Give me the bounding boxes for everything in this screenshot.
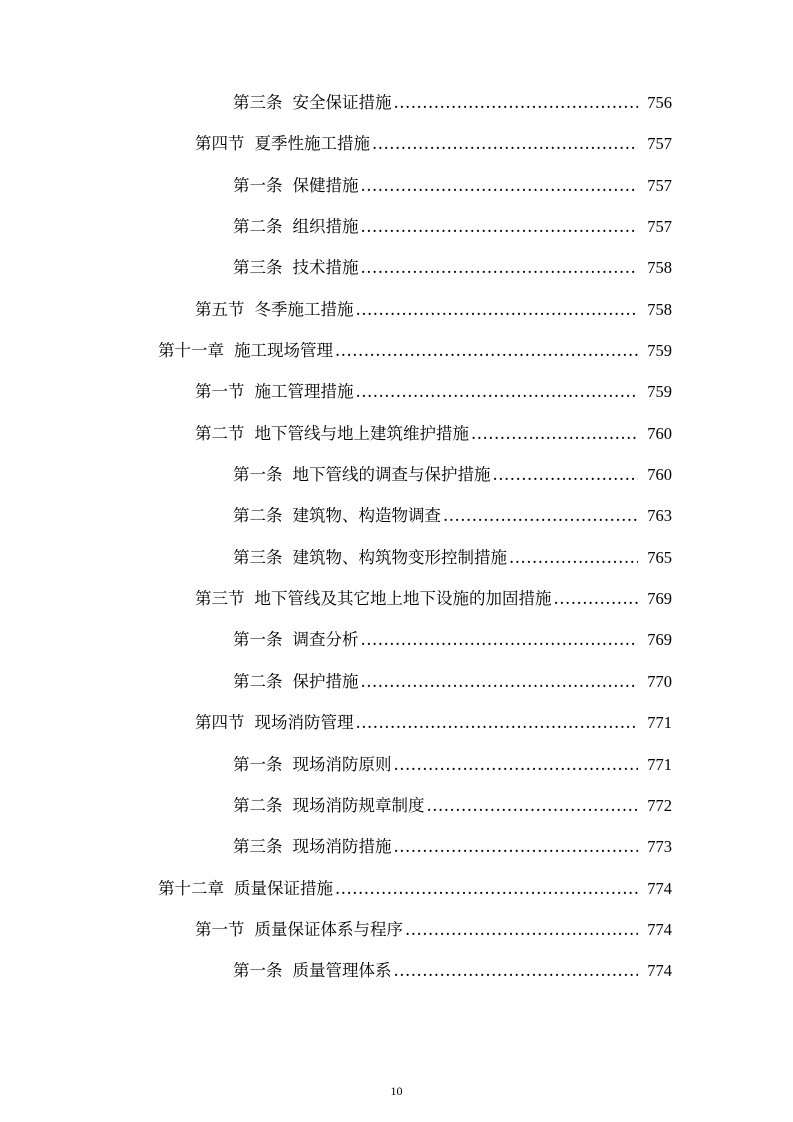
toc-entry-title: 建筑物、构造物调查 [292,506,441,526]
toc-entry[interactable] [0,89,793,130]
toc-entry-title: 夏季性施工措施 [254,134,370,154]
toc-entry[interactable] [0,461,793,502]
dot-leader [509,548,638,567]
dot-leader [361,672,639,691]
toc-entry-page: 759 [647,382,672,402]
toc-entry-page: 774 [647,878,672,898]
toc-entry-number: 第三条 [233,258,283,278]
toc-entry-title: 调查分析 [292,630,359,650]
dot-leader [443,506,638,525]
dot-leader [361,176,639,195]
toc-entry-page: 771 [647,713,672,733]
dot-leader [554,589,639,608]
toc-entry-title: 保健措施 [292,175,359,195]
dot-leader [356,713,639,732]
toc-entry-page: 774 [647,961,672,981]
toc-entry-number: 第一节 [195,919,245,939]
dot-leader [356,300,639,319]
toc-entry-number: 第三条 [233,93,283,112]
toc-entry-page: 763 [647,506,672,526]
toc-entry-number: 第二条 [233,217,283,237]
dot-leader [405,920,638,939]
toc-entry-page: 773 [647,837,672,857]
toc-entry-page: 772 [647,795,672,815]
toc-entry[interactable] [0,130,793,171]
toc-entry-title: 地下管线及其它地上地下设施的加固措施 [254,589,552,609]
toc-entry-title: 组织措施 [292,217,359,237]
toc-entry-number: 第二条 [233,671,283,691]
toc-entry-title: 现场消防管理 [254,713,354,733]
dot-leader [335,341,638,360]
toc-entry[interactable] [0,709,793,750]
toc-entry-page: 759 [647,341,672,361]
dot-leader [372,134,638,153]
toc-entry-page: 771 [647,754,672,774]
dot-leader [394,755,639,774]
toc-entry[interactable] [0,626,793,667]
page-number: 10 [390,1084,403,1098]
toc-entry-title: 地下管线与地上建筑维护措施 [254,423,469,443]
toc-entry-page: 757 [647,134,672,154]
toc-entry-page: 758 [647,258,672,278]
toc-entry-number: 第一条 [233,630,283,650]
toc-entry-title: 冬季施工措施 [254,299,354,319]
dot-leader [493,465,639,484]
toc-entry[interactable] [0,420,793,461]
toc-entry-number: 第一条 [233,961,283,981]
toc-entry[interactable] [0,585,793,626]
toc-entry-page: 769 [647,630,672,650]
toc-entry-title: 现场消防措施 [292,837,392,857]
toc-entry[interactable] [0,916,793,957]
toc-entry-number: 第十一章 [158,341,224,361]
dot-leader [356,382,639,401]
toc-entry[interactable] [0,337,793,378]
toc-entry-page: 757 [647,175,672,195]
toc-entry[interactable] [0,751,793,792]
toc-entry-page: 757 [647,217,672,237]
toc-entry[interactable] [0,833,793,874]
toc-entry[interactable] [0,213,793,254]
toc-entry-title: 现场消防原则 [292,754,392,774]
toc-entry-title: 现场消防规章制度 [292,795,425,815]
toc-entry-number: 第三条 [233,837,283,857]
dot-leader [394,93,639,112]
toc-entry-title: 地下管线的调查与保护措施 [292,465,491,485]
toc-entry[interactable] [0,668,793,709]
dot-leader [394,837,639,856]
dot-leader [394,961,639,980]
toc-entry-page: 760 [647,423,672,443]
dot-leader [335,879,638,898]
toc-entry-title: 保护措施 [292,671,359,691]
toc-entry[interactable] [0,544,793,585]
toc-entry-page: 756 [647,93,672,112]
toc-entry-number: 第二条 [233,506,283,526]
toc-entry[interactable] [0,296,793,337]
toc-entry-number: 第一节 [195,382,245,402]
toc-entry[interactable] [0,254,793,295]
dot-leader [427,796,639,815]
toc-entry-title: 质量保证体系与程序 [254,919,403,939]
toc-entry-title: 质量管理体系 [292,961,392,981]
toc-entry-number: 第四节 [195,713,245,733]
toc-entry[interactable] [0,957,793,998]
dot-leader [361,217,639,236]
dot-leader [471,424,638,443]
toc-entry[interactable] [0,792,793,833]
toc-entry-title: 施工管理措施 [254,382,354,402]
toc-entry-page: 770 [647,671,672,691]
toc-entry-number: 第三条 [233,547,283,567]
dot-leader [361,630,639,649]
toc-entry-number: 第一条 [233,465,283,485]
toc-entry-page: 765 [647,547,672,567]
toc-entry-number: 第五节 [195,299,245,319]
toc-entry-page: 760 [647,465,672,485]
dot-leader [361,258,639,277]
toc-entry-title: 施工现场管理 [234,341,333,361]
toc-entry[interactable] [0,875,793,916]
toc-entry-number: 第二条 [233,795,283,815]
toc-entry-number: 第一条 [233,754,283,774]
toc-entry-title: 建筑物、构筑物变形控制措施 [292,547,507,567]
toc-entry-number: 第二节 [195,423,245,443]
toc-entry-number: 第十二章 [158,878,224,898]
toc-entry-number: 第四节 [195,134,245,154]
toc-entry-number: 第三节 [195,589,245,609]
toc-entry[interactable] [0,378,793,419]
toc-entry-page: 769 [647,589,672,609]
toc-entry-page: 774 [647,919,672,939]
toc-entry[interactable] [0,172,793,213]
toc-entry-number: 第一条 [233,175,283,195]
table-of-contents [0,89,793,999]
toc-entry[interactable] [0,502,793,543]
toc-entry-title: 质量保证措施 [234,878,333,898]
toc-entry-title: 安全保证措施 [292,93,392,112]
toc-entry-page: 758 [647,299,672,319]
toc-entry-title: 技术措施 [292,258,359,278]
